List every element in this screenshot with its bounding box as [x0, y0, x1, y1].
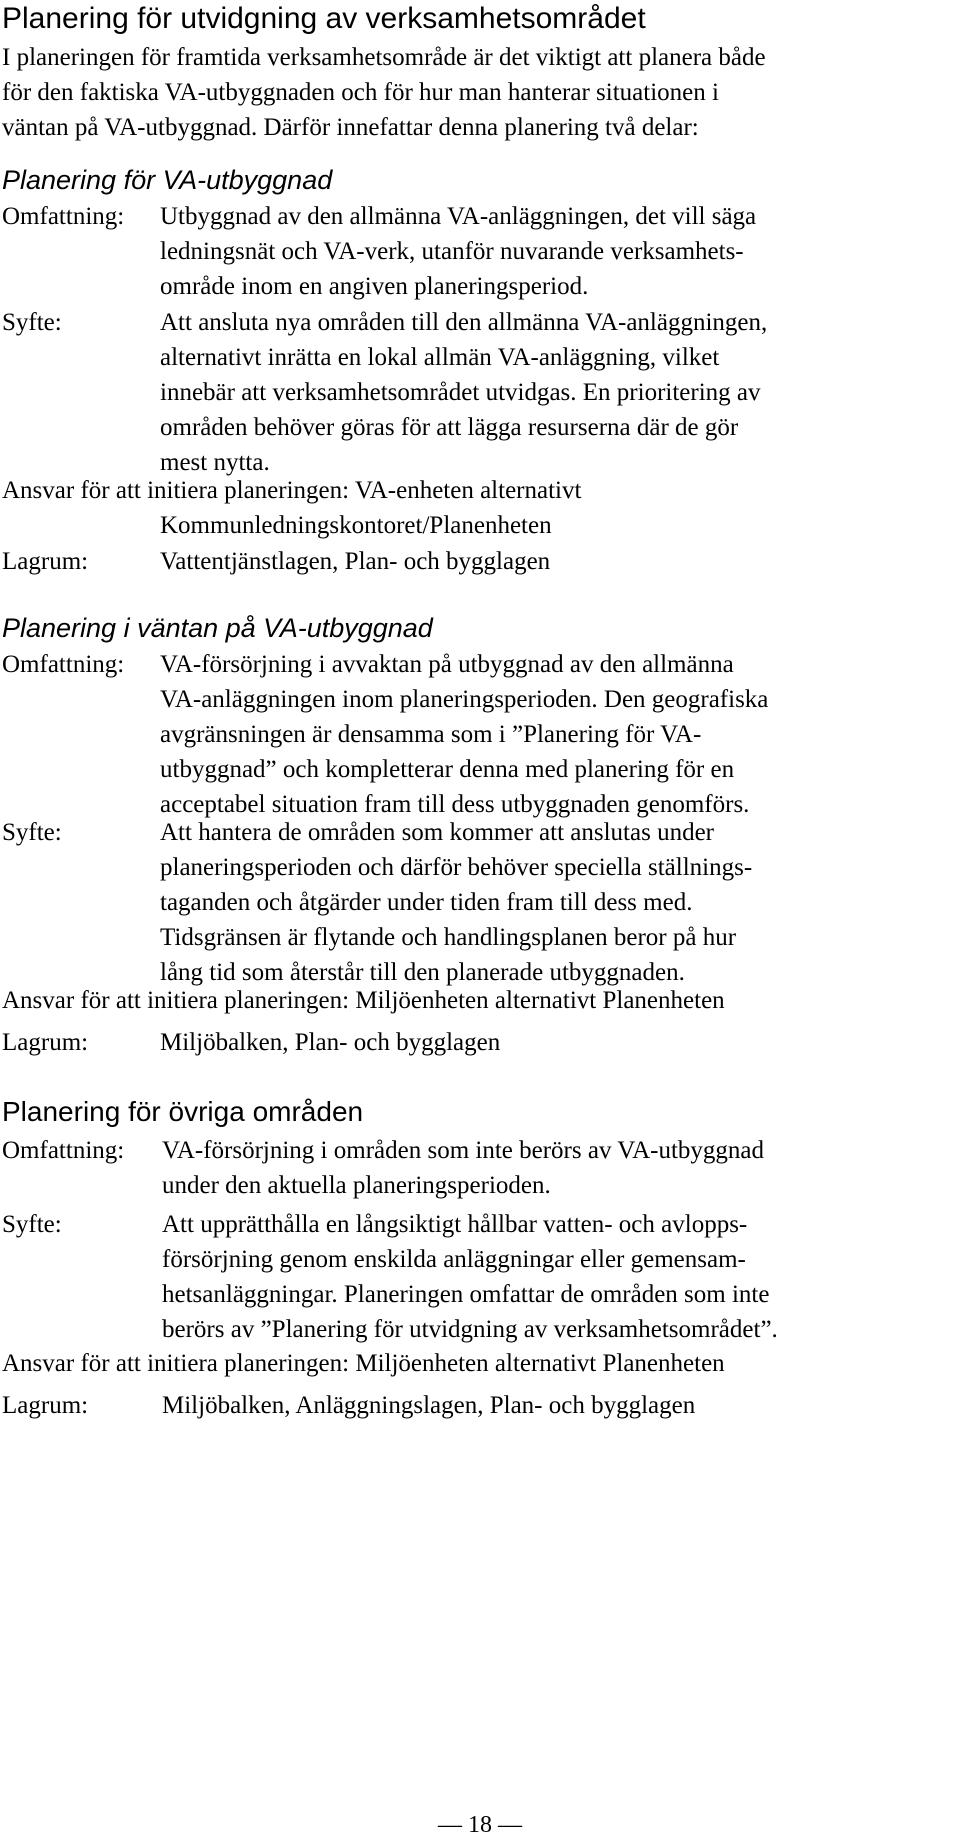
text-line: hetsanläggningar. Planeringen omfattar de områden som inte — [162, 1281, 770, 1308]
syfte-label: Syfte: — [2, 1211, 62, 1238]
ansvar-text-continued: Kommunledningskontoret/Planenheten — [160, 512, 552, 539]
text-line: Att upprätthålla en långsiktigt hållbar vatten- och avlopps- — [162, 1211, 748, 1238]
ansvar-text: Ansvar för att initiera planeringen: VA-enheten alternativt — [2, 477, 582, 504]
text-line: Utbyggnad av den allmänna VA-anläggningen, det vill säga — [160, 203, 757, 230]
omfattning-label: Omfattning: — [2, 203, 125, 230]
text-line: alternativt inrätta en lokal allmän VA-anläggning, vilket — [160, 344, 720, 371]
text-line: innebär att verksamhetsområdet utvidgas. En prioritering av — [160, 379, 761, 406]
intro-line: för den faktiska VA-utbyggnaden och för hur man hanterar situationen i — [2, 79, 719, 106]
page-title: Planering för utvidgning av verksamhetsområdet — [2, 2, 646, 35]
page-number: — 18 — — [438, 1812, 522, 1838]
text-line: Att hantera de områden som kommer att anslutas under — [160, 819, 715, 846]
text-line: acceptabel situation fram till dess utbyggnaden genomförs. — [160, 791, 750, 818]
text-line: Vattentjänstlagen, Plan- och bygglagen — [160, 548, 551, 575]
text-line: avgränsningen är densamma som i ”Planering för VA- — [160, 721, 702, 748]
text-line: områden behöver göras för att lägga resurserna där de gör — [160, 414, 739, 441]
text-line: ledningsnät och VA-verk, utanför nuvarande verksamhets- — [160, 238, 744, 265]
syfte-value — [160, 815, 940, 990]
lagrum-value — [162, 1388, 942, 1423]
text-line: mest nytta. — [160, 449, 270, 476]
ansvar-row — [2, 1346, 952, 1381]
intro-line: I planeringen för framtida verksamhetsområde är det viktigt att planera både — [2, 44, 766, 71]
lagrum-value — [160, 544, 940, 579]
text-line: taganden och åtgärder under tiden fram till dess med. — [160, 889, 693, 916]
syfte-value — [162, 1207, 942, 1347]
omfattning-label: Omfattning: — [2, 651, 125, 678]
text-line: försörjning genom enskilda anläggningar eller gemensam- — [162, 1246, 746, 1273]
lagrum-label: Lagrum: — [2, 1029, 89, 1056]
lagrum-value — [160, 1025, 940, 1060]
ansvar-row — [2, 983, 952, 1018]
text-line: berörs av ”Planering för utvidgning av verksamhetsområdet”. — [162, 1316, 778, 1343]
text-line: Att ansluta nya områden till den allmänna VA-anläggningen, — [160, 309, 768, 336]
omfattning-value — [160, 647, 940, 822]
section-heading-ovriga: Planering för övriga områden — [2, 1096, 364, 1127]
intro-line: väntan på VA-utbyggnad. Därför innefattar denna planering två delar: — [2, 114, 699, 141]
ansvar-text: Ansvar för att initiera planeringen: Miljöenheten alternativt Planenheten — [2, 987, 725, 1014]
syfte-label: Syfte: — [2, 309, 62, 336]
section-heading-va-utbyggnad: Planering för VA-utbyggnad — [2, 165, 333, 195]
text-line: lång tid som återstår till den planerade utbyggnaden. — [160, 959, 685, 986]
text-line: VA-försörjning i avvaktan på utbyggnad av den allmänna — [160, 651, 734, 678]
ansvar-row — [2, 473, 952, 543]
lagrum-label: Lagrum: — [2, 548, 89, 575]
section-heading-vantan: Planering i väntan på VA-utbyggnad — [2, 613, 433, 643]
text-line: utbyggnad” och kompletterar denna med planering för en — [160, 756, 735, 783]
text-line: planeringsperioden och därför behöver speciella ställnings- — [160, 854, 753, 881]
text-line: VA-försörjning i områden som inte berörs av VA-utbyggnad — [162, 1137, 765, 1164]
omfattning-value — [162, 1133, 942, 1203]
ansvar-text: Ansvar för att initiera planeringen: Miljöenheten alternativt Planenheten — [2, 1350, 725, 1377]
text-line: under den aktuella planeringsperioden. — [162, 1172, 551, 1199]
text-line: Tidsgränsen är flytande och handlingsplanen beror på hur — [160, 924, 737, 951]
omfattning-label: Omfattning: — [2, 1137, 125, 1164]
syfte-value — [160, 305, 940, 480]
text-line: område inom en angiven planeringsperiod. — [160, 273, 589, 300]
intro-paragraph — [2, 40, 942, 145]
text-line: Miljöbalken, Anläggningslagen, Plan- och bygglagen — [162, 1392, 696, 1419]
text-line: Miljöbalken, Plan- och bygglagen — [160, 1029, 501, 1056]
lagrum-label: Lagrum: — [2, 1392, 89, 1419]
omfattning-value — [160, 199, 940, 304]
text-line: VA-anläggningen inom planeringsperioden. Den geografiska — [160, 686, 769, 713]
syfte-label: Syfte: — [2, 819, 62, 846]
